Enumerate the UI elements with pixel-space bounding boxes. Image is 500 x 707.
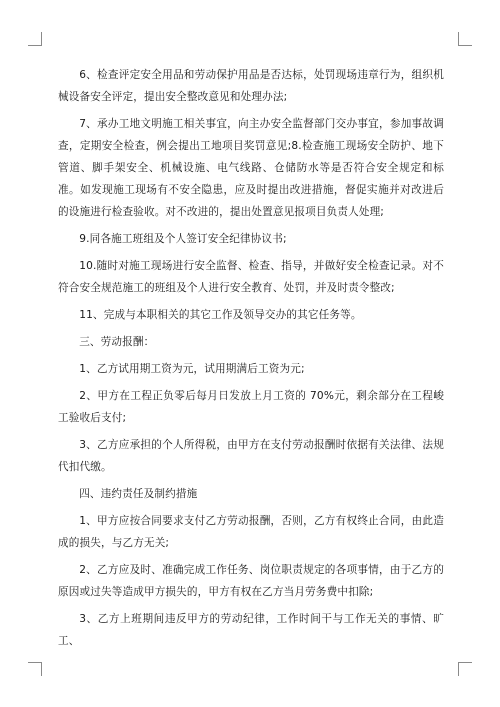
paragraph: 2、乙方应及时、准确完成工作任务、岗位职责规定的各项事情，由于乙方的原因或过失等造成甲方损失的，甲方有权在乙方当月劳务费中扣除; (58, 564, 444, 598)
paragraph: 10.随时对施工现场进行安全监督、检查、指导，并做好安全检查记录。对不符合安全规范施工的班组及个人进行安全教育、处罚，并及时责令整改; (58, 260, 444, 294)
paragraph: 11、完成与本职相关的其它工作及领导交办的其它任务等。 (79, 309, 362, 321)
document-body (58, 64, 444, 657)
section-heading: 三、劳动报酬： (79, 336, 155, 348)
crop-mark-top-left (28, 32, 42, 46)
paragraph: 1、甲方应按合同要求支付乙方劳动报酬，否则，乙方有权终止合同，由此造成的损失，与乙方无关; (58, 515, 444, 549)
paragraph: 9.同各施工班组及个人签订安全纪律协议书; (79, 233, 287, 245)
paragraph: 2、甲方在工程正负零后每月日发放上月工资的 70%元，剩余部分在工程峻工验收后支付; (58, 390, 444, 424)
paragraph: 3、乙方上班期间违反甲方的劳动纪律，工作时间干与工作无关的事情、旷工、 (58, 613, 444, 647)
paragraph: 1、乙方试用期工资为元，试用期满后工资为元; (79, 363, 305, 375)
paragraph: 3、乙方应承担的个人所得税，由甲方在支付劳动报酬时依据有关法律、法规代扣代缴。 (58, 439, 444, 473)
paragraph: 6、检查评定安全用品和劳动保护用品是否达标，处罚现场违章行为，组织机械设备安全评定，提出安全整改意见和处理办法; (58, 69, 444, 103)
crop-mark-top-right (458, 32, 472, 46)
crop-mark-bottom-right (458, 662, 472, 676)
crop-mark-bottom-left (28, 662, 42, 676)
paragraph: 7、承办工地文明施工相关事宜，向主办安全监督部门交办事宜，参加事故调查，定期安全检查，例会提出工地项目奖罚意见;8.检查施工现场安全防护、地下管道、脚手架安全、机械设施、电气线路、仓储防水等是否符合安全规定和标准。如发现施工现场有不安全隐患，应及时提出改进措施，督促实施并对改进后的设施进行检查验收。对不改进的，提出处置意见报项目负责人处理; (58, 118, 444, 218)
section-heading: 四、违约责任及制约措施 (79, 488, 198, 500)
